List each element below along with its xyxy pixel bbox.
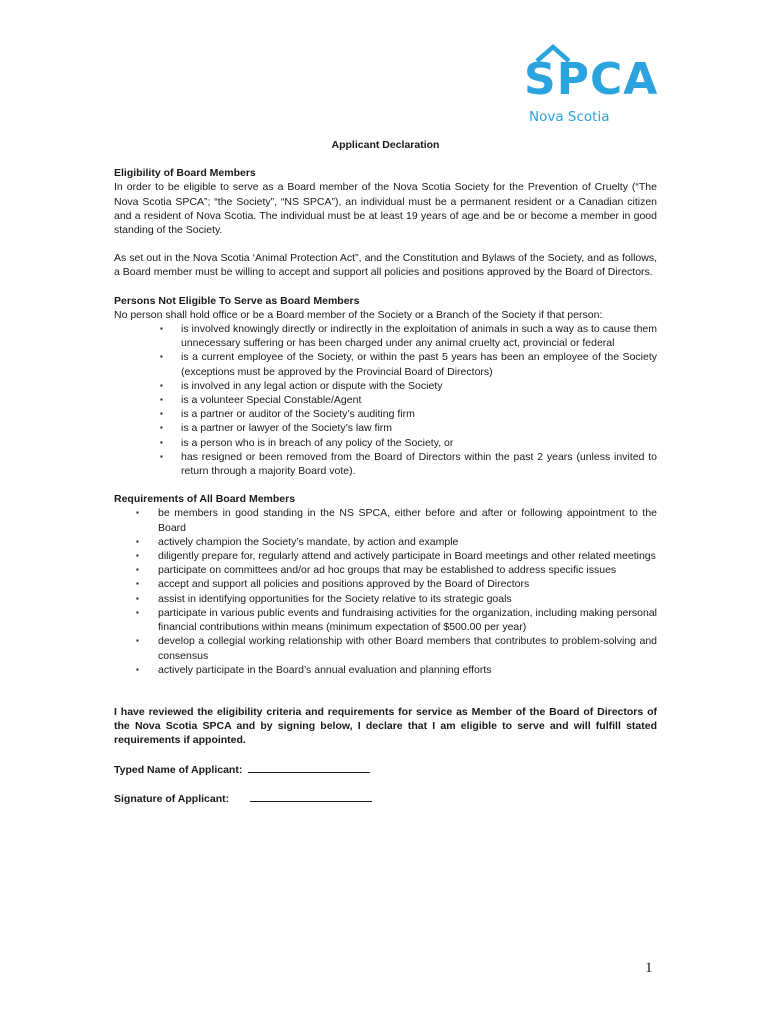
spca-logo xyxy=(524,42,660,132)
list-item: ▪ is a person who is in breach of any policy of the Society, or xyxy=(160,436,454,449)
bullet-icon: ▪ xyxy=(136,593,139,603)
not-eligible-intro: No person shall hold office or be a Board member of the Society or a Branch of the Society if that person: xyxy=(114,308,603,321)
list-item: ▪ accept and support all policies and positions approved by the Board of Directors xyxy=(136,578,530,591)
list-item: ▪ develop a collegial working relationship with other Board members that contributes to problem-solving and consensus xyxy=(136,635,657,662)
list-item: ▪ is a partner or lawyer of the Society’s law firm xyxy=(160,422,393,435)
typed-name-row xyxy=(114,762,657,777)
bullet-icon: ▪ xyxy=(136,579,139,589)
bullet-icon: ▪ xyxy=(160,380,163,390)
eligibility-paragraph-2: As set out in the Nova Scotia ‘Animal Protection Act”, and the Constitution and Bylaws of the Society, and as follows, a Board member must be willing to accept and support all policies and positions approved by the Board of Directors. xyxy=(114,252,657,279)
not-eligible-list xyxy=(114,322,657,478)
page-title: Applicant Declaration xyxy=(331,139,440,151)
list-item: ▪ be members in good standing in the NS SPCA, either before and after or following appointment to the Board xyxy=(136,507,657,534)
list-item: ▪ is involved knowingly directly or indirectly in the exploitation of animals in such a way as to cause them unnecessary suffering or has been charged under any animal cruelty act, provincial or federal xyxy=(160,323,657,350)
bullet-icon: ▪ xyxy=(160,409,163,419)
signature-label: Signature of Applicant: xyxy=(114,792,230,805)
requirements-heading: Requirements of All Board Members xyxy=(114,493,296,506)
typed-name-field[interactable] xyxy=(248,762,370,773)
eligibility-paragraph-1: In order to be eligible to serve as a Board member of the Nova Scotia Society for the Prevention of Cruelty (“The Nova Scotia SPCA”; “the Society”, “NS SPCA”), an individual must be a permanent resident or a Canadian citizen and a resident of Nova Scotia. The individual must be at least 19 years of age and be or become a member in good standing of the Society. xyxy=(114,181,657,237)
bullet-icon: ▪ xyxy=(136,607,139,617)
bullet-icon: ▪ xyxy=(136,508,139,518)
bullet-icon: ▪ xyxy=(160,423,163,433)
list-item: ▪ actively participate in the Board’s annual evaluation and planning efforts xyxy=(136,663,492,676)
eligibility-heading: Eligibility of Board Members xyxy=(114,167,256,180)
requirements-list xyxy=(114,506,657,676)
list-item: ▪ actively champion the Society’s mandate, by action and example xyxy=(136,535,459,548)
page-number: 1 xyxy=(645,960,653,976)
bullet-icon: ▪ xyxy=(160,352,163,362)
logo-subtitle: Nova Scotia xyxy=(529,109,610,125)
document-body xyxy=(114,138,657,806)
bullet-icon: ▪ xyxy=(160,437,163,447)
declaration-statement: I have reviewed the eligibility criteria and requirements for service as Member of the Board of Directors of the Nova Scotia SPCA and by signing below, I declare that I am eligible to serve and will fulfill stated requirements if appointed. xyxy=(114,705,657,747)
logo-wordmark: SPCA xyxy=(524,54,659,105)
list-item: ▪ has resigned or been removed from the Board of Directors within the past 2 years (unless invited to return through a majority Board vote). xyxy=(160,450,657,478)
list-item: ▪ is a volunteer Special Constable/Agent xyxy=(160,394,362,407)
bullet-icon: ▪ xyxy=(136,551,139,561)
list-item: ▪ is a partner or auditor of the Society’s auditing firm xyxy=(160,408,415,421)
bullet-icon: ▪ xyxy=(160,395,163,405)
signature-field[interactable] xyxy=(250,791,372,802)
bullet-icon: ▪ xyxy=(136,636,139,646)
bullet-icon: ▪ xyxy=(160,451,163,461)
list-item: ▪ participate in various public events and fundraising activities for the organization, including making personal financial contributions within means (minimum expectation of $500.00 per year) xyxy=(136,606,657,634)
list-item: ▪ assist in identifying opportunities for the Society relative to its strategic goals xyxy=(136,592,512,605)
bullet-icon: ▪ xyxy=(160,324,163,334)
bullet-icon: ▪ xyxy=(136,536,139,546)
list-item: ▪ diligently prepare for, regularly attend and actively participate in Board meetings and other related meetings xyxy=(136,550,656,563)
bullet-icon: ▪ xyxy=(136,664,139,674)
list-item: ▪ is a current employee of the Society, or within the past 5 years has been an employee of the Society (exceptions must be approved by the Provincial Board of Directors) xyxy=(160,351,657,378)
typed-name-label: Typed Name of Applicant: xyxy=(114,763,243,776)
list-item: ▪ is involved in any legal action or dispute with the Society xyxy=(160,379,443,392)
bullet-icon: ▪ xyxy=(136,565,139,575)
not-eligible-heading: Persons Not Eligible To Serve as Board Members xyxy=(114,294,360,307)
signature-row xyxy=(114,791,657,806)
list-item: ▪ participate on committees and/or ad hoc groups that may be established to address specific issues xyxy=(136,564,617,577)
